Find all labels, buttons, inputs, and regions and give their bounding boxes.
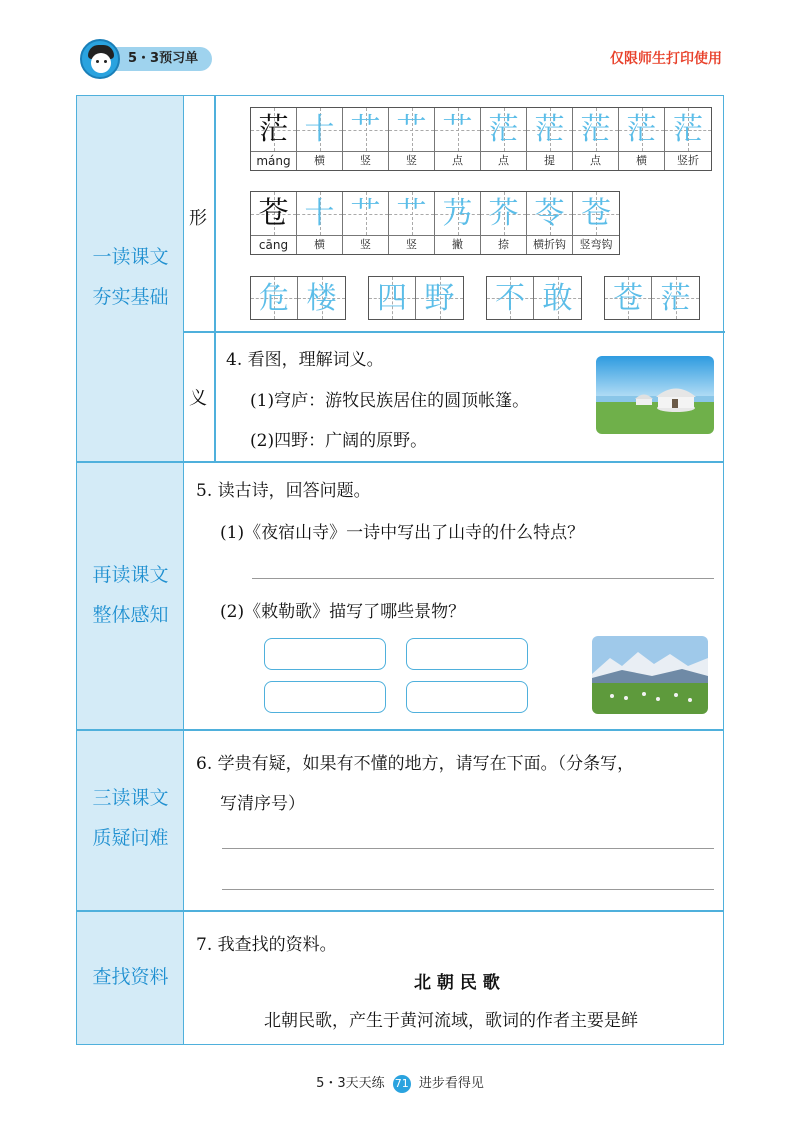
- meaning-label: 义: [189, 388, 207, 409]
- q6-answer-line-1[interactable]: [222, 848, 714, 849]
- word-box-3: 不 敢: [486, 276, 582, 320]
- q4-item-1: (1)穹庐：游牧民族居住的圆顶帐篷。: [250, 391, 530, 411]
- answer-box-1[interactable]: [264, 638, 386, 670]
- grid-char: 苍: [258, 196, 289, 231]
- q7-body: 北朝民歌，产生于黄河流域，歌词的作者主要是鲜: [264, 1011, 638, 1031]
- section-4-line1: 查找资料: [92, 966, 169, 988]
- section-2-line1: 再读课文: [92, 564, 169, 586]
- footer-left: 5・3天天练: [316, 1076, 385, 1091]
- answer-box-3[interactable]: [264, 681, 386, 713]
- page-number: 71: [393, 1075, 411, 1093]
- header-badge: [80, 42, 212, 76]
- q5-answer-line[interactable]: [252, 578, 714, 579]
- q6-answer-line-2[interactable]: [222, 889, 714, 890]
- grid-pinyin: cāng: [258, 238, 289, 252]
- yurt-image: [596, 356, 714, 434]
- section-3-line1: 三读课文: [92, 787, 169, 809]
- stroke-grid-cang: 苍 cāng 十 横 艹 竖 艹 竖 艿 撇 芥 捺 苓 横折钩 苍 竖弯钩: [250, 191, 620, 255]
- badge-text: 5・3预习单: [114, 47, 212, 71]
- mascot-icon: [80, 39, 120, 79]
- q4-title: 4. 看图，理解词义。: [226, 350, 384, 370]
- section-1-line2: 夯实基础: [92, 286, 169, 308]
- q5-sub2: (2)《敕勒歌》描写了哪些景物？: [220, 602, 466, 622]
- section-3-line2: 质疑问难: [92, 827, 169, 849]
- answer-box-4[interactable]: [406, 681, 528, 713]
- answer-box-2[interactable]: [406, 638, 528, 670]
- print-note: 仅限师生打印使用: [610, 51, 722, 67]
- q4-item-2: (2)四野：广阔的原野。: [250, 431, 428, 451]
- stroke-grid-mang: 茫 máng 十 横 艹 竖 艹 竖 艹 点 茫 点 茫 提 茫 点 茫 横 茫 竖折: [250, 107, 712, 171]
- word-box-2: 四 野: [368, 276, 464, 320]
- q6-line2: 写清序号）: [220, 794, 305, 814]
- grid-pinyin: máng: [256, 154, 291, 168]
- q6-line1: 6. 学贵有疑，如果有不懂的地方，请写在下面。（分条写，: [196, 754, 635, 774]
- footer: [0, 1072, 800, 1093]
- q7-heading: 北 朝 民 歌: [414, 973, 500, 993]
- section-1-line1: 一读课文: [92, 246, 169, 268]
- steppe-image: [592, 636, 708, 714]
- section-2-line2: 整体感知: [92, 604, 169, 626]
- q5-sub1: (1)《夜宿山寺》一诗中写出了山寺的什么特点？: [220, 523, 585, 543]
- word-box-4: 苍 茫: [604, 276, 700, 320]
- grid-char: 茫: [258, 112, 289, 147]
- q7-title: 7. 我查找的资料。: [196, 935, 337, 955]
- word-box-1: 危 楼: [250, 276, 346, 320]
- footer-right: 进步看得见: [418, 1076, 484, 1091]
- q5-title: 5. 读古诗，回答问题。: [196, 481, 371, 501]
- form-label: 形: [189, 208, 207, 229]
